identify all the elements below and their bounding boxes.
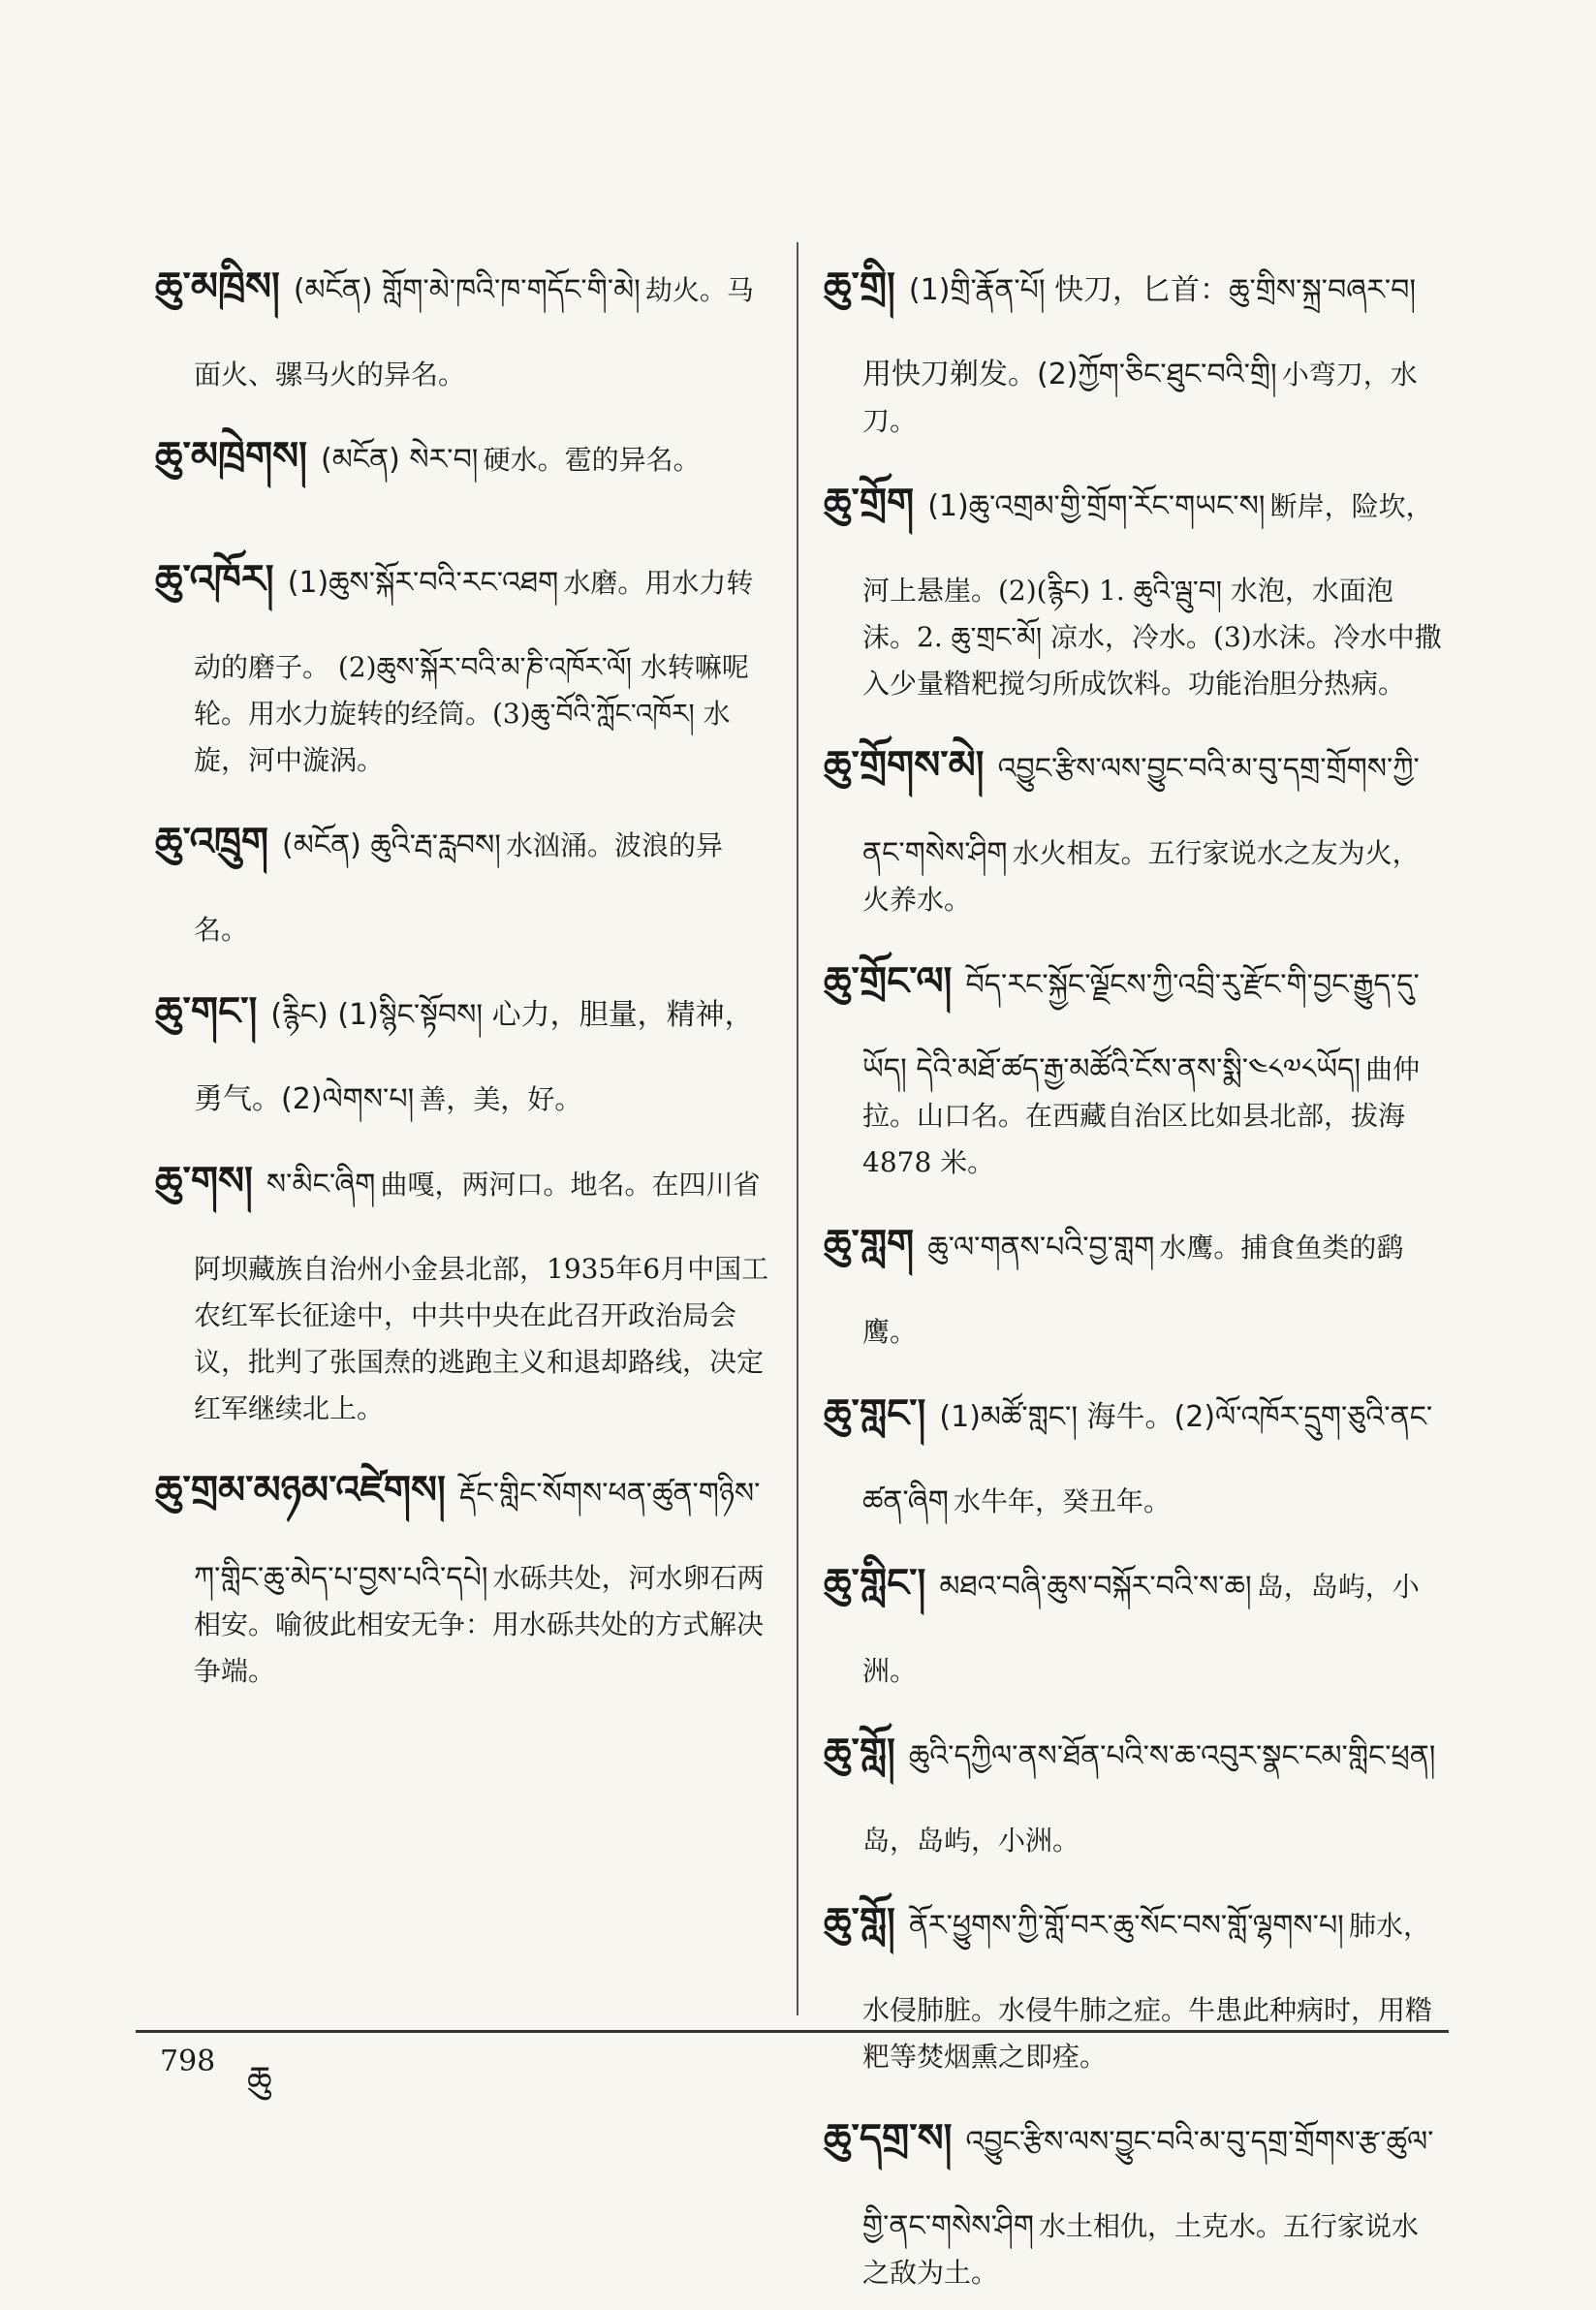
chinese-definition: 善，美，好。: [419, 1083, 582, 1115]
tibetan-definition: རྡོང་གླིང་སོགས་ཕན་ཚུན་གཉིས་ཀ་གླིང་ཆུ་མེད་པ་བྱས་པའི་དཔེ།: [194, 1477, 761, 1595]
headword: ཆུ་གྲོང་ལ།: [824, 959, 953, 1004]
column-divider: [797, 242, 798, 2015]
tibetan-definition: འབྱུང་རྩིས་ལས་བྱུང་བའི་མ་བུ་དགྲ་གྲོགས་ཀྱི་ནང་གསེས་ཤིག: [862, 752, 1420, 870]
headword: ཆུ་མཁྲེགས།: [155, 434, 307, 479]
dictionary-entry: [824, 721, 1444, 923]
tibetan-definition: (1)ཆུ་འགྲམ་གྱི་གྲོག་རོང་གཡང་ས།: [927, 489, 1266, 523]
chinese-definition: 劫火。马面火、骡马火的异名。: [194, 274, 754, 390]
dictionary-entry: [155, 797, 775, 953]
chinese-definition: 水牛年，癸丑年。: [953, 1485, 1171, 1517]
tibetan-definition: ནོར་ཕྱུགས་ཀྱི་གློ་བར་ཆུ་སོང་བས་གློ་ལྷགས་པ།: [908, 1909, 1344, 1943]
footer-rule: [136, 2030, 1449, 2033]
left-column: [155, 242, 775, 1708]
headword: ཆུ་གང་།: [155, 989, 258, 1034]
running-head: ཆུ: [247, 2060, 272, 2100]
tibetan-definition: འབྱུང་རྩིས་ལས་བྱུང་བའི་མ་བུ་དགྲ་གྲོགས་རྩ་ཚུལ་གྱི་ནང་གསེས་ཤིག: [862, 2125, 1434, 2243]
headword: ཆུ་གློ།: [824, 1900, 895, 1945]
headword: ཆུ་འཁོར།: [155, 557, 274, 602]
dictionary-entry: [155, 412, 775, 521]
dictionary-entry: [824, 937, 1444, 1186]
dictionary-entry: [824, 1200, 1444, 1356]
page-number: 798: [160, 2045, 216, 2078]
headword: ཆུ་གློ།: [824, 1731, 895, 1775]
headword: ཆུ་གླིང་།: [824, 1561, 926, 1606]
dictionary-entry: [824, 1878, 1444, 2080]
dictionary-entry: [155, 535, 775, 784]
chinese-definition: 岛，岛屿，小洲。: [862, 1571, 1420, 1687]
dictionary-entry: [824, 458, 1444, 707]
tibetan-definition: བོད་རང་སྐྱོང་ལྗོངས་ཀྱི་འབྲི་རུ་རྫོང་གི་བྱང་རྒྱུད་དུ་ཡོད། དེའི་མཐོ་ཚད་རྒྱ་མཚོའི་ངོས་ནས་སྨི་༤༨༧༨ཡོད།: [862, 968, 1420, 1086]
chinese-definition: 岛，岛屿，小洲。: [862, 1825, 1080, 1857]
dictionary-entry: [824, 1708, 1444, 1864]
chinese-definition: 肺水，水侵肺脏。水侵牛肺之症。牛患此种病时，用糌粑等焚烟熏之即痊。: [862, 1910, 1433, 2073]
chinese-definition: 水鹰。捕食鱼类的鹞鹰。: [862, 1232, 1404, 1348]
headword: ཆུ་གྲམ་མཉམ་འཛེགས།: [155, 1468, 446, 1513]
headword: ཆུ་དགྲ་ས།: [824, 2116, 953, 2161]
dictionary-entry: [824, 242, 1444, 445]
chinese-definition: 水砾共处，河水卵石两相安。喻彼此相安无争：用水砾共处的方式解决争端。: [194, 1562, 765, 1687]
headword: ཆུ་གླག: [824, 1222, 915, 1266]
headword: ཆུ་གྲི།: [824, 265, 895, 309]
tibetan-definition: ས་མིང་ཞིག: [266, 1168, 376, 1202]
tibetan-definition: (1)གྲི་རྣོན་པོ། 快刀，匕首：ཆུ་གྲིས་སྐྲ་བཞར་བ། 用快刀剃发。(2)ཀྱོག་ཅིང་ཐུང་བའི་གྲི།: [862, 273, 1417, 391]
chinese-definition: 水土相仇，土克水。五行家说水之敌为土。: [862, 2210, 1420, 2289]
chinese-definition: 小弯刀，水刀。: [862, 359, 1418, 437]
chinese-definition: 水火相友。五行家说水之友为火，火养水。: [862, 837, 1420, 916]
dictionary-entry: [824, 1369, 1444, 1525]
chinese-definition: 硬水。雹的异名。: [483, 444, 701, 476]
dictionary-entry: [155, 1137, 775, 1432]
tibetan-definition: (མངོན) སེར་བ།: [321, 443, 479, 477]
headword: ཆུ་འཁྲུག: [155, 820, 269, 864]
chinese-definition: 水汹涌。波浪的异名。: [194, 829, 723, 946]
headword: ཆུ་གྲོག: [824, 481, 915, 525]
tibetan-definition: མཐའ་བཞི་ཆུས་བསྐོར་བའི་ས་ཆ།: [939, 1570, 1252, 1604]
headword: ཆུ་གྲོགས་མེ།: [824, 743, 985, 788]
chinese-definition: 曲嘎，两河口。地名。在四川省阿坝藏族自治州小金县北部，1935年6月中国工农红军长征途中，中共中央在此召开政治局会议，批判了张国焘的逃跑主义和退却路线，决定红军继续北上。: [194, 1169, 769, 1424]
dictionary-entry: [155, 242, 775, 398]
chinese-definition: 水磨。用水力转动的磨子。 (2)ཆུས་སྐོར་བའི་མ་ཎི་འཁོར་ལོ། 水转嘛呢轮。用水力旋转的经筒。(3)ཆུ་བོའི་ཀློང་འཁོར། 水旋，河中漩涡。: [194, 567, 754, 776]
headword: ཆུ་མཁྲིས།: [155, 265, 280, 309]
dictionary-entry: [155, 1446, 775, 1695]
tibetan-definition: (1)ཆུས་སྐོར་བའི་རང་འཐག: [287, 566, 559, 600]
dictionary-entry: [824, 1539, 1444, 1695]
headword: ཆུ་གླང་།: [824, 1391, 926, 1436]
tibetan-definition: ཆུའི་དཀྱིལ་ནས་ཐོན་པའི་ས་ཆ་འབུར་སྣང་ངམ་གླིང་ཕྲན།: [908, 1739, 1436, 1773]
chinese-definition: 断岸，险坎，河上悬崖。(2)(རྙིང) 1. ཆུའི་ལྦུ་བ། 水泡，水面泡沫。2. ཆུ་གྲང་མོ། 凉水，冷水。(3)水沫。冷水中撒入少量糌粑搅匀所成饮料。功能治胆分热病。: [862, 490, 1442, 700]
tibetan-definition: ཆུ་ལ་གནས་པའི་བྱ་གླག: [927, 1231, 1155, 1264]
right-column: [824, 242, 1444, 2310]
tibetan-definition: (མངོན) གློག་མེ་ཁའི་ཁ་གདོང་གི་མེ།: [293, 273, 641, 307]
dictionary-entry: [155, 967, 775, 1123]
dictionary-entry: [824, 2094, 1444, 2296]
tibetan-definition: (མངོན) ཆུའི་རྦ་རླབས།: [282, 828, 501, 862]
headword: ཆུ་གས།: [155, 1159, 253, 1203]
tibetan-definition: (རྙིང) (1)སྙིང་སྟོབས། 心力，胆量，精神，勇气。(2)ལེགས་པ།: [194, 998, 754, 1116]
chinese-definition: 曲仲拉。山口名。在西藏自治区比如县北部，拔海 4878 米。: [862, 1053, 1421, 1178]
tibetan-definition: (1)མཚོ་གླང་། 海牛。(2)ལོ་འཁོར་དྲུག་ཅུའི་ནང་ཚན་ཞིག: [862, 1400, 1433, 1518]
